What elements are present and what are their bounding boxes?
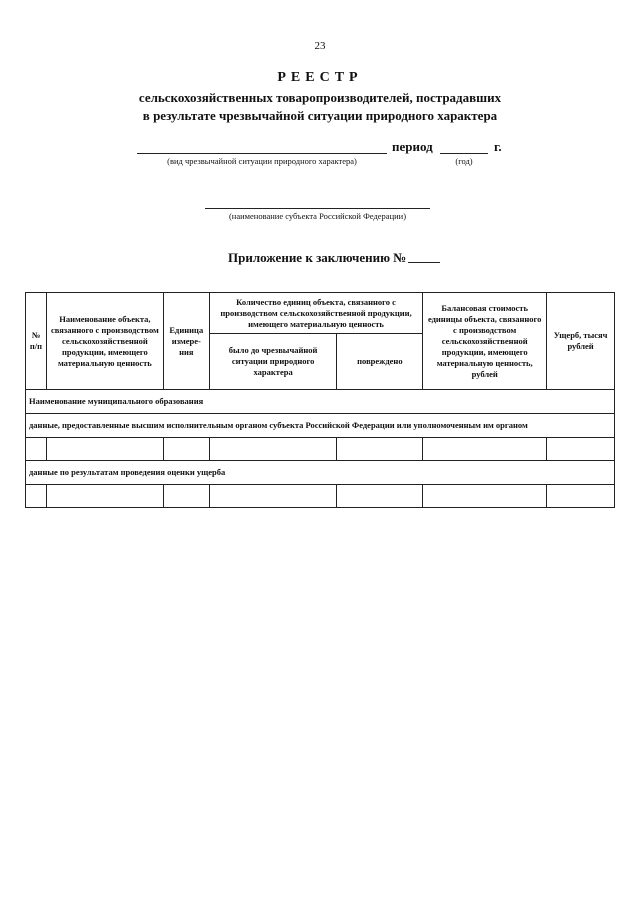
table-row xyxy=(26,461,615,485)
table-cell xyxy=(337,485,423,508)
header-quantity-before: было до чрезвычайной ситуации природного характера xyxy=(209,334,337,390)
header-damage: Ущерб, тысяч рублей xyxy=(547,293,615,390)
table-cell xyxy=(423,438,547,461)
table-row xyxy=(26,485,615,508)
table-row xyxy=(26,438,615,461)
table-cell xyxy=(337,438,423,461)
header-unit: Единица измере-ния xyxy=(163,293,209,390)
subject-blank xyxy=(205,208,430,209)
table-cell xyxy=(547,438,615,461)
table-cell xyxy=(163,438,209,461)
table-header-row xyxy=(26,293,615,334)
section-assessment: данные по результатам проведения оценки ущерба xyxy=(26,461,615,485)
header-object-name: Наименование объекта, связанного с производством сельскохозяйственной продукции, имеющего материальную ценность xyxy=(46,293,163,390)
period-label: период xyxy=(392,139,433,154)
header-quantity-group: Количество единиц объекта, связанного с производством сельскохозяйственной продукции, имеющего материальную ценность xyxy=(209,293,423,334)
section-municipality: Наименование муниципального образования xyxy=(26,390,615,414)
subject-caption: (наименование субъекта Российской Федерации) xyxy=(228,211,407,221)
subtitle-line-2: в результате чрезвычайной ситуации природного характера xyxy=(142,108,498,123)
table-row xyxy=(26,390,615,414)
header-quantity-damaged: повреждено xyxy=(337,334,423,390)
header-num: № п/п xyxy=(26,293,47,390)
header-book-value: Балансовая стоимость единицы объекта, связанного с производством сельскохозяйственной продукции, имеющего материальную ценность, рублей xyxy=(423,293,547,390)
table-cell xyxy=(547,485,615,508)
year-caption: (год) xyxy=(455,156,473,166)
table-cell xyxy=(46,438,163,461)
year-blank xyxy=(440,153,488,154)
page-number: 23 xyxy=(314,40,326,52)
document-subtitle xyxy=(0,89,640,125)
registry-table xyxy=(25,292,615,508)
subtitle-line-1: сельскохозяйственных товаропроизводителей, пострадавших xyxy=(138,90,502,105)
table-cell xyxy=(209,438,337,461)
section-data-provided: данные, предоставленные высшим исполнительным органом субъекта Российской Федерации или уполномоченным им органом xyxy=(26,414,615,438)
appendix-label: Приложение к заключению № xyxy=(228,250,407,265)
table-cell xyxy=(26,438,47,461)
table-cell xyxy=(163,485,209,508)
table-cell xyxy=(423,485,547,508)
appendix-number-blank xyxy=(408,262,440,263)
table-cell xyxy=(209,485,337,508)
table-cell xyxy=(26,485,47,508)
table-cell xyxy=(46,485,163,508)
emergency-kind-blank xyxy=(137,143,387,154)
year-suffix: г. xyxy=(494,139,502,154)
table-row xyxy=(26,414,615,438)
emergency-kind-caption: (вид чрезвычайной ситуации природного характера) xyxy=(167,156,357,166)
document-title: РЕЕСТР xyxy=(277,70,363,85)
